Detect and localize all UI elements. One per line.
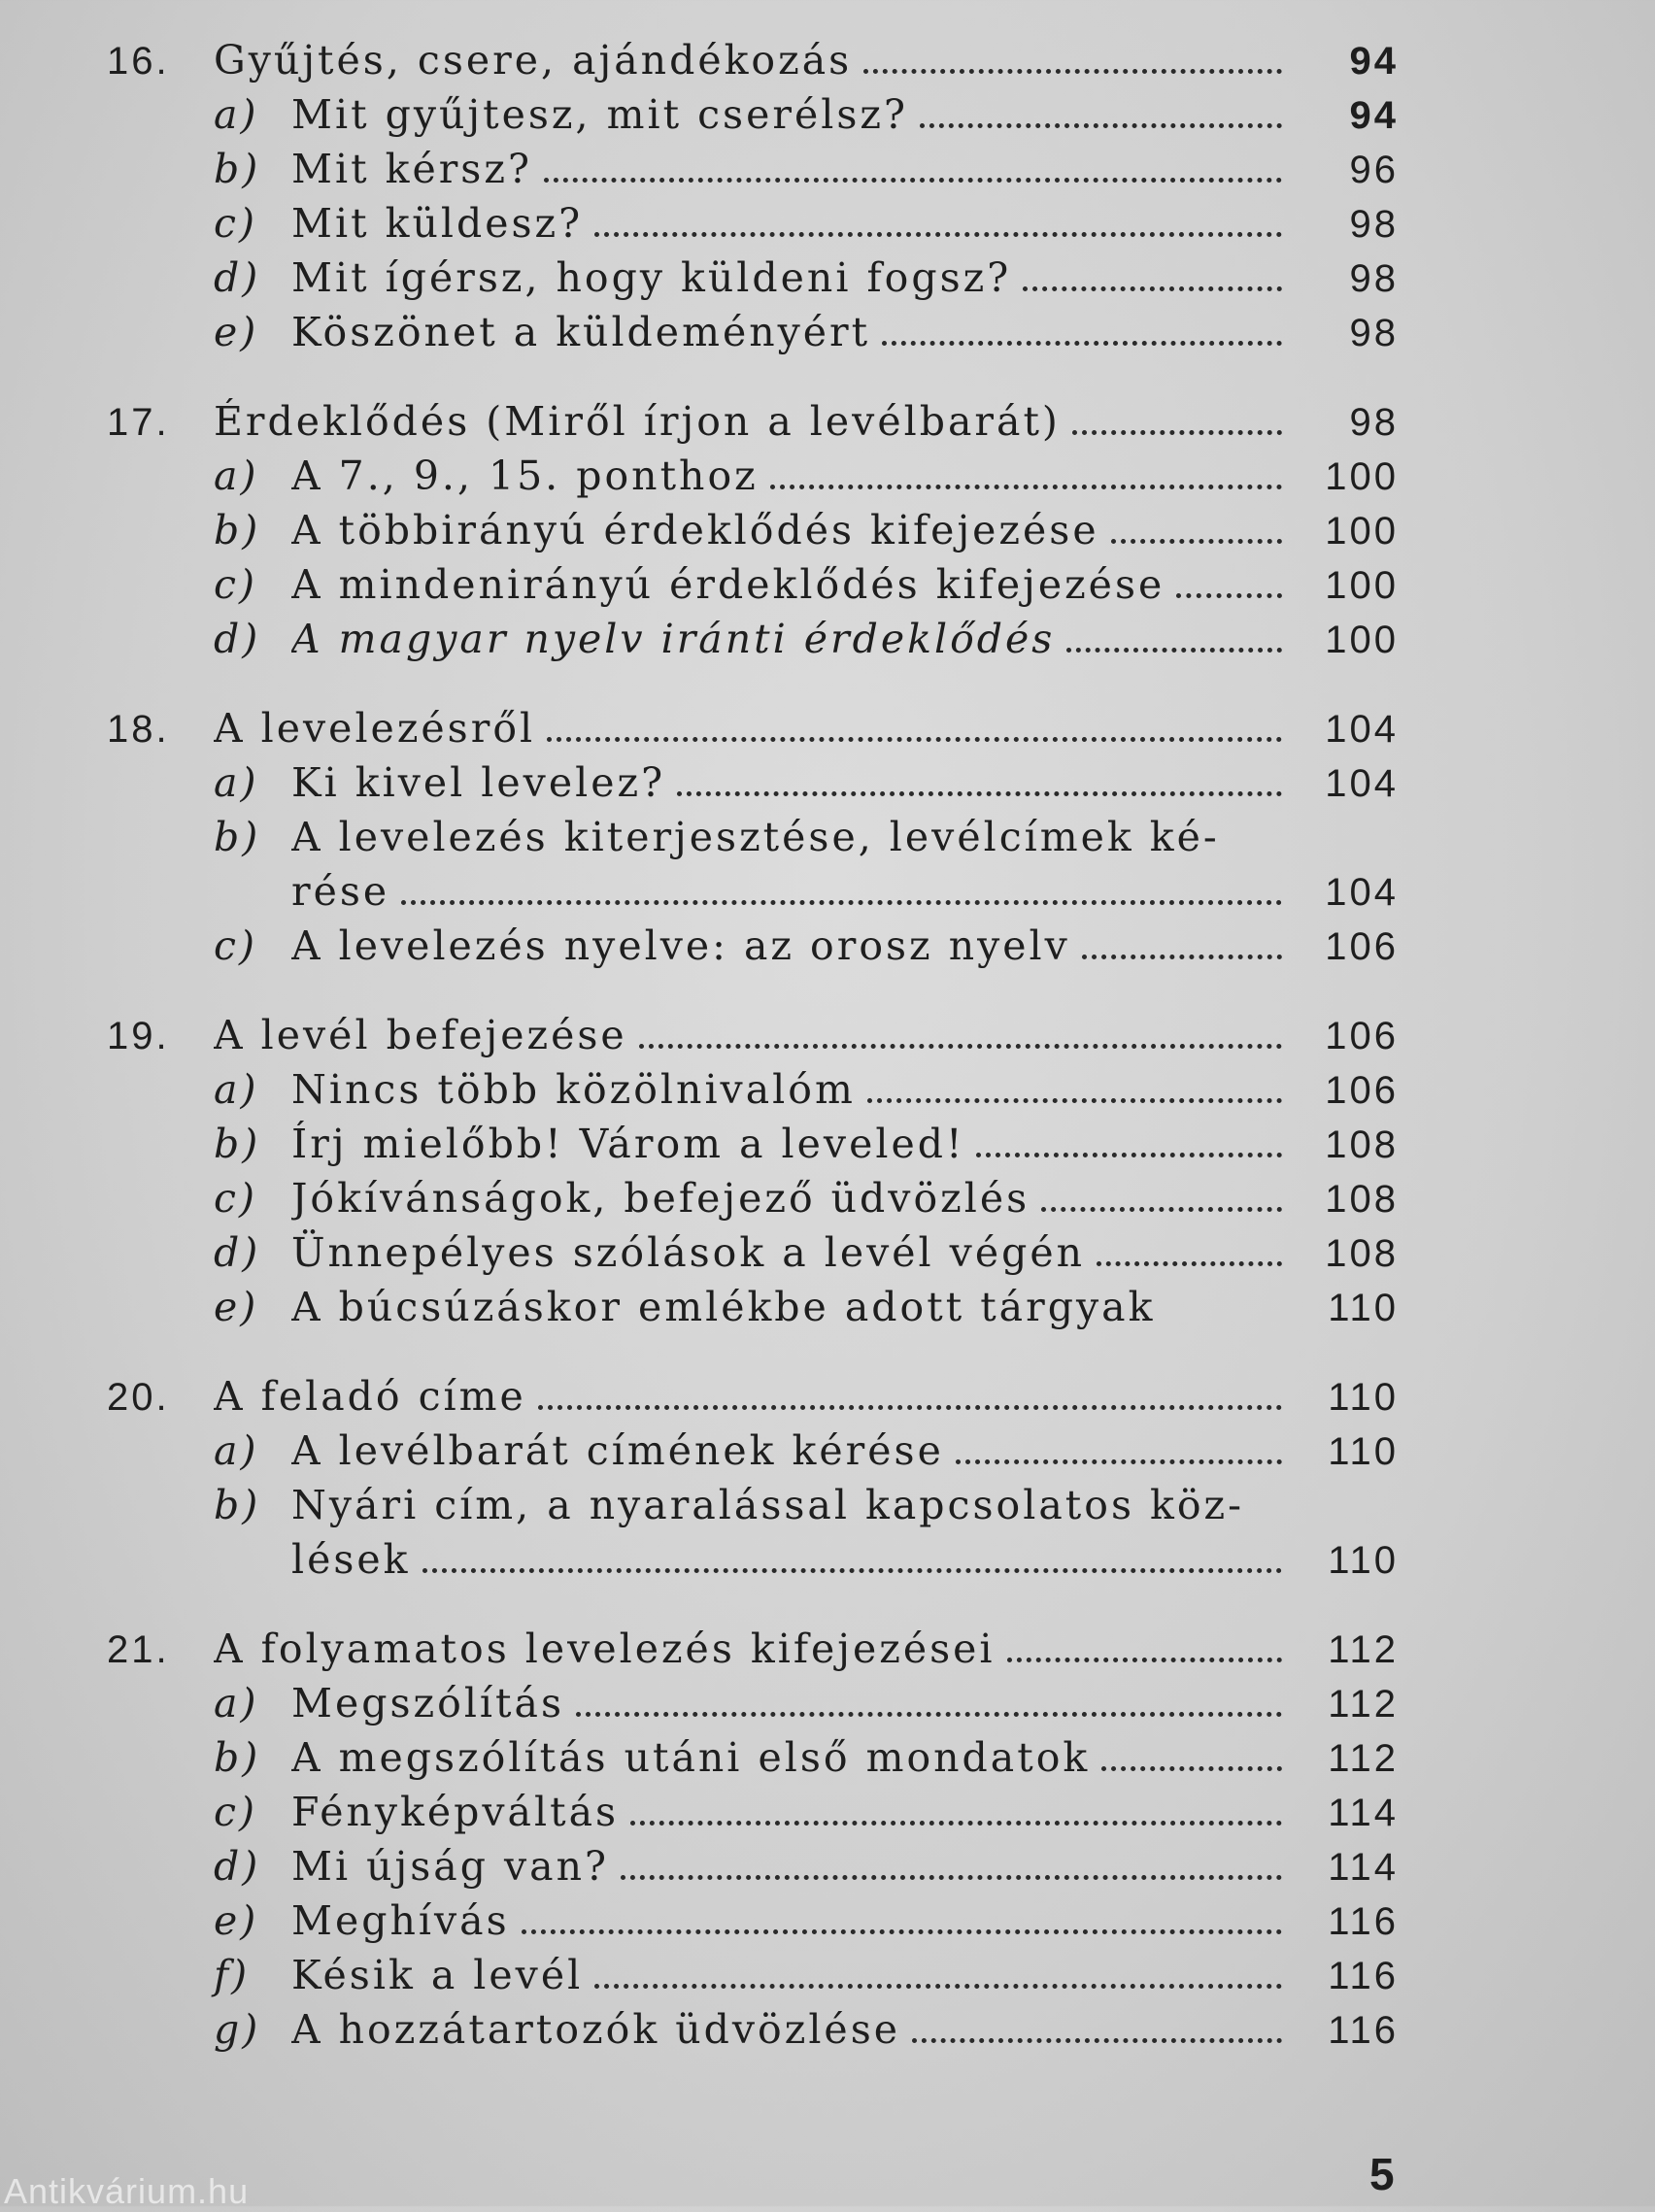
subentry-letter: c) <box>214 200 257 247</box>
toc-chapter-21 <box>107 1625 1399 2061</box>
subentry-letter: a) <box>214 1680 259 1726</box>
subentry-title: Ünnepélyes szólások a levél végén <box>291 1229 1086 1276</box>
toc-subentry <box>107 561 1399 616</box>
dot-leader <box>1041 1207 1282 1212</box>
toc-subentry-continuation <box>107 1536 1399 1591</box>
page-number: 94 <box>1349 94 1399 137</box>
table-of-contents <box>107 37 1399 2095</box>
page-number: 116 <box>1328 1900 1399 1943</box>
toc-subentry <box>107 309 1399 363</box>
subentry-letter: b) <box>214 814 261 860</box>
dot-leader <box>882 341 1282 346</box>
subentry-letter: c) <box>214 561 257 608</box>
dot-leader <box>677 791 1282 796</box>
subentry-letter: a) <box>214 452 259 499</box>
page-number: 112 <box>1328 1628 1399 1671</box>
toc-subentry <box>107 1789 1399 1843</box>
subentry-title: Fényképváltás <box>291 1789 620 1835</box>
chapter-number: 18. <box>107 708 170 751</box>
page-number: 104 <box>1325 871 1399 914</box>
dot-leader <box>1023 286 1282 291</box>
page-number: 108 <box>1325 1232 1399 1275</box>
page-number: 108 <box>1325 1178 1399 1221</box>
subentry-letter: b) <box>214 146 261 192</box>
toc-chapter-heading <box>107 1373 1399 1427</box>
toc-subentry <box>107 1952 1399 2006</box>
toc-chapter-heading <box>107 398 1399 452</box>
subentry-letter: c) <box>214 1175 257 1222</box>
dot-leader <box>1066 648 1282 653</box>
subentry-title: Mi újság van? <box>291 1843 610 1890</box>
page-number: 112 <box>1328 1737 1399 1780</box>
toc-subentry <box>107 1843 1399 1897</box>
subentry-letter: e) <box>214 309 259 355</box>
chapter-title: A feladó címe <box>214 1373 526 1420</box>
dot-leader <box>522 1929 1282 1934</box>
subentry-title: Nincs több közölnivalóm <box>291 1066 856 1113</box>
toc-chapter-19 <box>107 1012 1399 1338</box>
toc-subentry <box>107 1680 1399 1734</box>
chapter-title: Érdeklődés (Miről írjon a levélbarát) <box>214 398 1061 445</box>
subentry-title: Mit ígérsz, hogy küldeni fogsz? <box>291 254 1012 301</box>
page-number: 100 <box>1325 619 1399 661</box>
page-number: 116 <box>1328 1955 1399 1997</box>
subentry-title: Ki kivel levelez? <box>291 759 666 806</box>
dot-leader <box>1007 1658 1282 1662</box>
toc-subentry <box>107 91 1399 146</box>
dot-leader <box>594 1984 1282 1989</box>
toc-subentry <box>107 146 1399 200</box>
subentry-title: Írj mielőbb! Várom a leveled! <box>291 1121 965 1167</box>
subentry-title: Jókívánságok, befejező üdvözlés <box>291 1175 1030 1222</box>
subentry-title: A levelezés nyelve: az orosz nyelv <box>291 922 1070 969</box>
toc-subentry <box>107 1175 1399 1229</box>
subentry-title: Köszönet a küldeményért <box>291 309 871 355</box>
page-number: 98 <box>1349 401 1399 444</box>
dot-leader <box>867 1098 1282 1103</box>
chapter-number: 16. <box>107 40 170 83</box>
dot-leader <box>547 737 1282 742</box>
toc-subentry <box>107 200 1399 254</box>
page-number: 108 <box>1325 1123 1399 1166</box>
subentry-letter: g) <box>214 2006 261 2053</box>
subentry-title: A magyar nyelv iránti érdeklődés <box>291 616 1056 662</box>
subentry-letter: b) <box>214 1121 261 1167</box>
subentry-letter: b) <box>214 507 261 553</box>
subentry-title: A megszólítás utáni első mondatok <box>291 1734 1091 1781</box>
dot-leader <box>639 1044 1282 1049</box>
dot-leader <box>630 1821 1282 1826</box>
toc-subentry <box>107 254 1399 309</box>
subentry-title: Nyári cím, a nyaralással kapcsolatos köz- <box>291 1482 1244 1528</box>
dot-leader <box>401 900 1282 905</box>
watermark: Antikvárium.hu <box>4 2171 250 2211</box>
page-number: 110 <box>1328 1430 1399 1473</box>
dot-leader <box>544 178 1282 183</box>
subentry-letter: f) <box>214 1952 251 1998</box>
dot-leader <box>1176 593 1282 598</box>
toc-chapter-20 <box>107 1373 1399 1591</box>
page-number: 110 <box>1328 1376 1399 1419</box>
chapter-title: A levelezésről <box>214 705 536 752</box>
page-number: 96 <box>1349 149 1399 191</box>
subentry-title: A 7., 9., 15. ponthoz <box>291 452 759 499</box>
subentry-letter: b) <box>214 1482 261 1528</box>
dot-leader <box>621 1875 1282 1880</box>
toc-subentry <box>107 1734 1399 1789</box>
page-number: 110 <box>1328 1287 1399 1329</box>
chapter-number: 17. <box>107 401 170 444</box>
toc-subentry <box>107 1427 1399 1482</box>
subentry-letter: c) <box>214 1789 257 1835</box>
toc-chapter-17 <box>107 398 1399 670</box>
toc-subentry <box>107 507 1399 561</box>
dot-leader <box>920 123 1282 128</box>
subentry-letter: a) <box>214 1066 259 1113</box>
page-number: 110 <box>1328 1539 1399 1582</box>
subentry-title: Mit küldesz? <box>291 200 584 247</box>
dot-leader <box>1072 430 1282 435</box>
subentry-title: A mindenirányú érdeklődés kifejezése <box>291 561 1165 608</box>
subentry-title: Meghívás <box>291 1897 510 1944</box>
dot-leader <box>422 1568 1282 1573</box>
page-number: 114 <box>1328 1846 1399 1889</box>
page-folio-number: 5 <box>1369 2149 1395 2199</box>
toc-chapter-16 <box>107 37 1399 363</box>
toc-subentry <box>107 616 1399 670</box>
dot-leader <box>594 232 1282 237</box>
toc-subentry <box>107 1897 1399 1952</box>
page-number: 100 <box>1325 564 1399 607</box>
dot-leader <box>863 69 1282 74</box>
toc-subentry <box>107 922 1399 977</box>
toc-chapter-heading <box>107 1625 1399 1680</box>
toc-subentry-continuation <box>107 868 1399 922</box>
subentry-title-continuation: rése <box>291 868 390 915</box>
toc-subentry <box>107 1066 1399 1121</box>
dot-leader <box>1111 539 1282 544</box>
dot-leader <box>1101 1766 1282 1771</box>
toc-subentry <box>107 759 1399 814</box>
chapter-title: A levél befejezése <box>214 1012 627 1058</box>
toc-subentry <box>107 814 1399 868</box>
subentry-title: A többirányú érdeklődés kifejezése <box>291 507 1099 553</box>
dot-leader <box>1097 1261 1282 1266</box>
subentry-letter: d) <box>214 1229 261 1276</box>
toc-chapter-heading <box>107 37 1399 91</box>
subentry-letter: e) <box>214 1897 259 1944</box>
page-number: 112 <box>1328 1683 1399 1726</box>
subentry-letter: a) <box>214 1427 259 1474</box>
chapter-number: 20. <box>107 1376 170 1419</box>
dot-leader <box>538 1405 1282 1410</box>
chapter-title: Gyűjtés, csere, ajándékozás <box>214 37 853 84</box>
subentry-title: A levélbarát címének kérése <box>291 1427 944 1474</box>
subentry-title: A hozzátartozók üdvözlése <box>291 2006 900 2053</box>
toc-subentry <box>107 2006 1399 2061</box>
page-number: 100 <box>1325 455 1399 498</box>
subentry-letter: d) <box>214 616 261 662</box>
toc-subentry <box>107 1284 1399 1338</box>
subentry-letter: b) <box>214 1734 261 1781</box>
page-number: 100 <box>1325 510 1399 553</box>
subentry-title: A levelezés kiterjesztése, levélcímek ké- <box>291 814 1220 860</box>
dot-leader <box>576 1712 1282 1717</box>
chapter-title: A folyamatos levelezés kifejezései <box>214 1625 996 1672</box>
subentry-title: Mit gyűjtesz, mit cserélsz? <box>291 91 908 138</box>
page-number: 98 <box>1349 257 1399 300</box>
page-number: 116 <box>1328 2009 1399 2052</box>
page-number: 104 <box>1325 762 1399 805</box>
chapter-number: 19. <box>107 1015 170 1057</box>
page-number: 104 <box>1325 708 1399 751</box>
subentry-letter: d) <box>214 254 261 301</box>
page-number: 98 <box>1349 312 1399 354</box>
toc-subentry <box>107 452 1399 507</box>
toc-subentry <box>107 1121 1399 1175</box>
chapter-number: 21. <box>107 1628 170 1671</box>
dot-leader <box>956 1459 1282 1464</box>
page-number: 106 <box>1325 1069 1399 1112</box>
toc-chapter-18 <box>107 705 1399 977</box>
subentry-title: Megszólítás <box>291 1680 565 1726</box>
toc-chapter-heading <box>107 1012 1399 1066</box>
page-number: 94 <box>1349 40 1399 83</box>
toc-chapter-heading <box>107 705 1399 759</box>
subentry-letter: a) <box>214 759 259 806</box>
subentry-letter: a) <box>214 91 259 138</box>
page-number: 98 <box>1349 203 1399 246</box>
subentry-title: Késik a levél <box>291 1952 584 1998</box>
toc-subentry <box>107 1482 1399 1536</box>
subentry-letter: e) <box>214 1284 259 1330</box>
page-number: 106 <box>1325 925 1399 968</box>
dot-leader <box>1082 955 1282 959</box>
dot-leader <box>976 1153 1282 1157</box>
toc-subentry <box>107 1229 1399 1284</box>
subentry-title: Mit kérsz? <box>291 146 532 192</box>
subentry-letter: d) <box>214 1843 261 1890</box>
subentry-title: A búcsúzáskor emlékbe adott tárgyak <box>291 1284 1156 1330</box>
dot-leader <box>770 485 1282 489</box>
page-number: 106 <box>1325 1015 1399 1057</box>
page-number: 114 <box>1328 1792 1399 1834</box>
subentry-letter: c) <box>214 922 257 969</box>
dot-leader <box>912 2038 1282 2043</box>
subentry-title-continuation: lések <box>291 1536 411 1583</box>
